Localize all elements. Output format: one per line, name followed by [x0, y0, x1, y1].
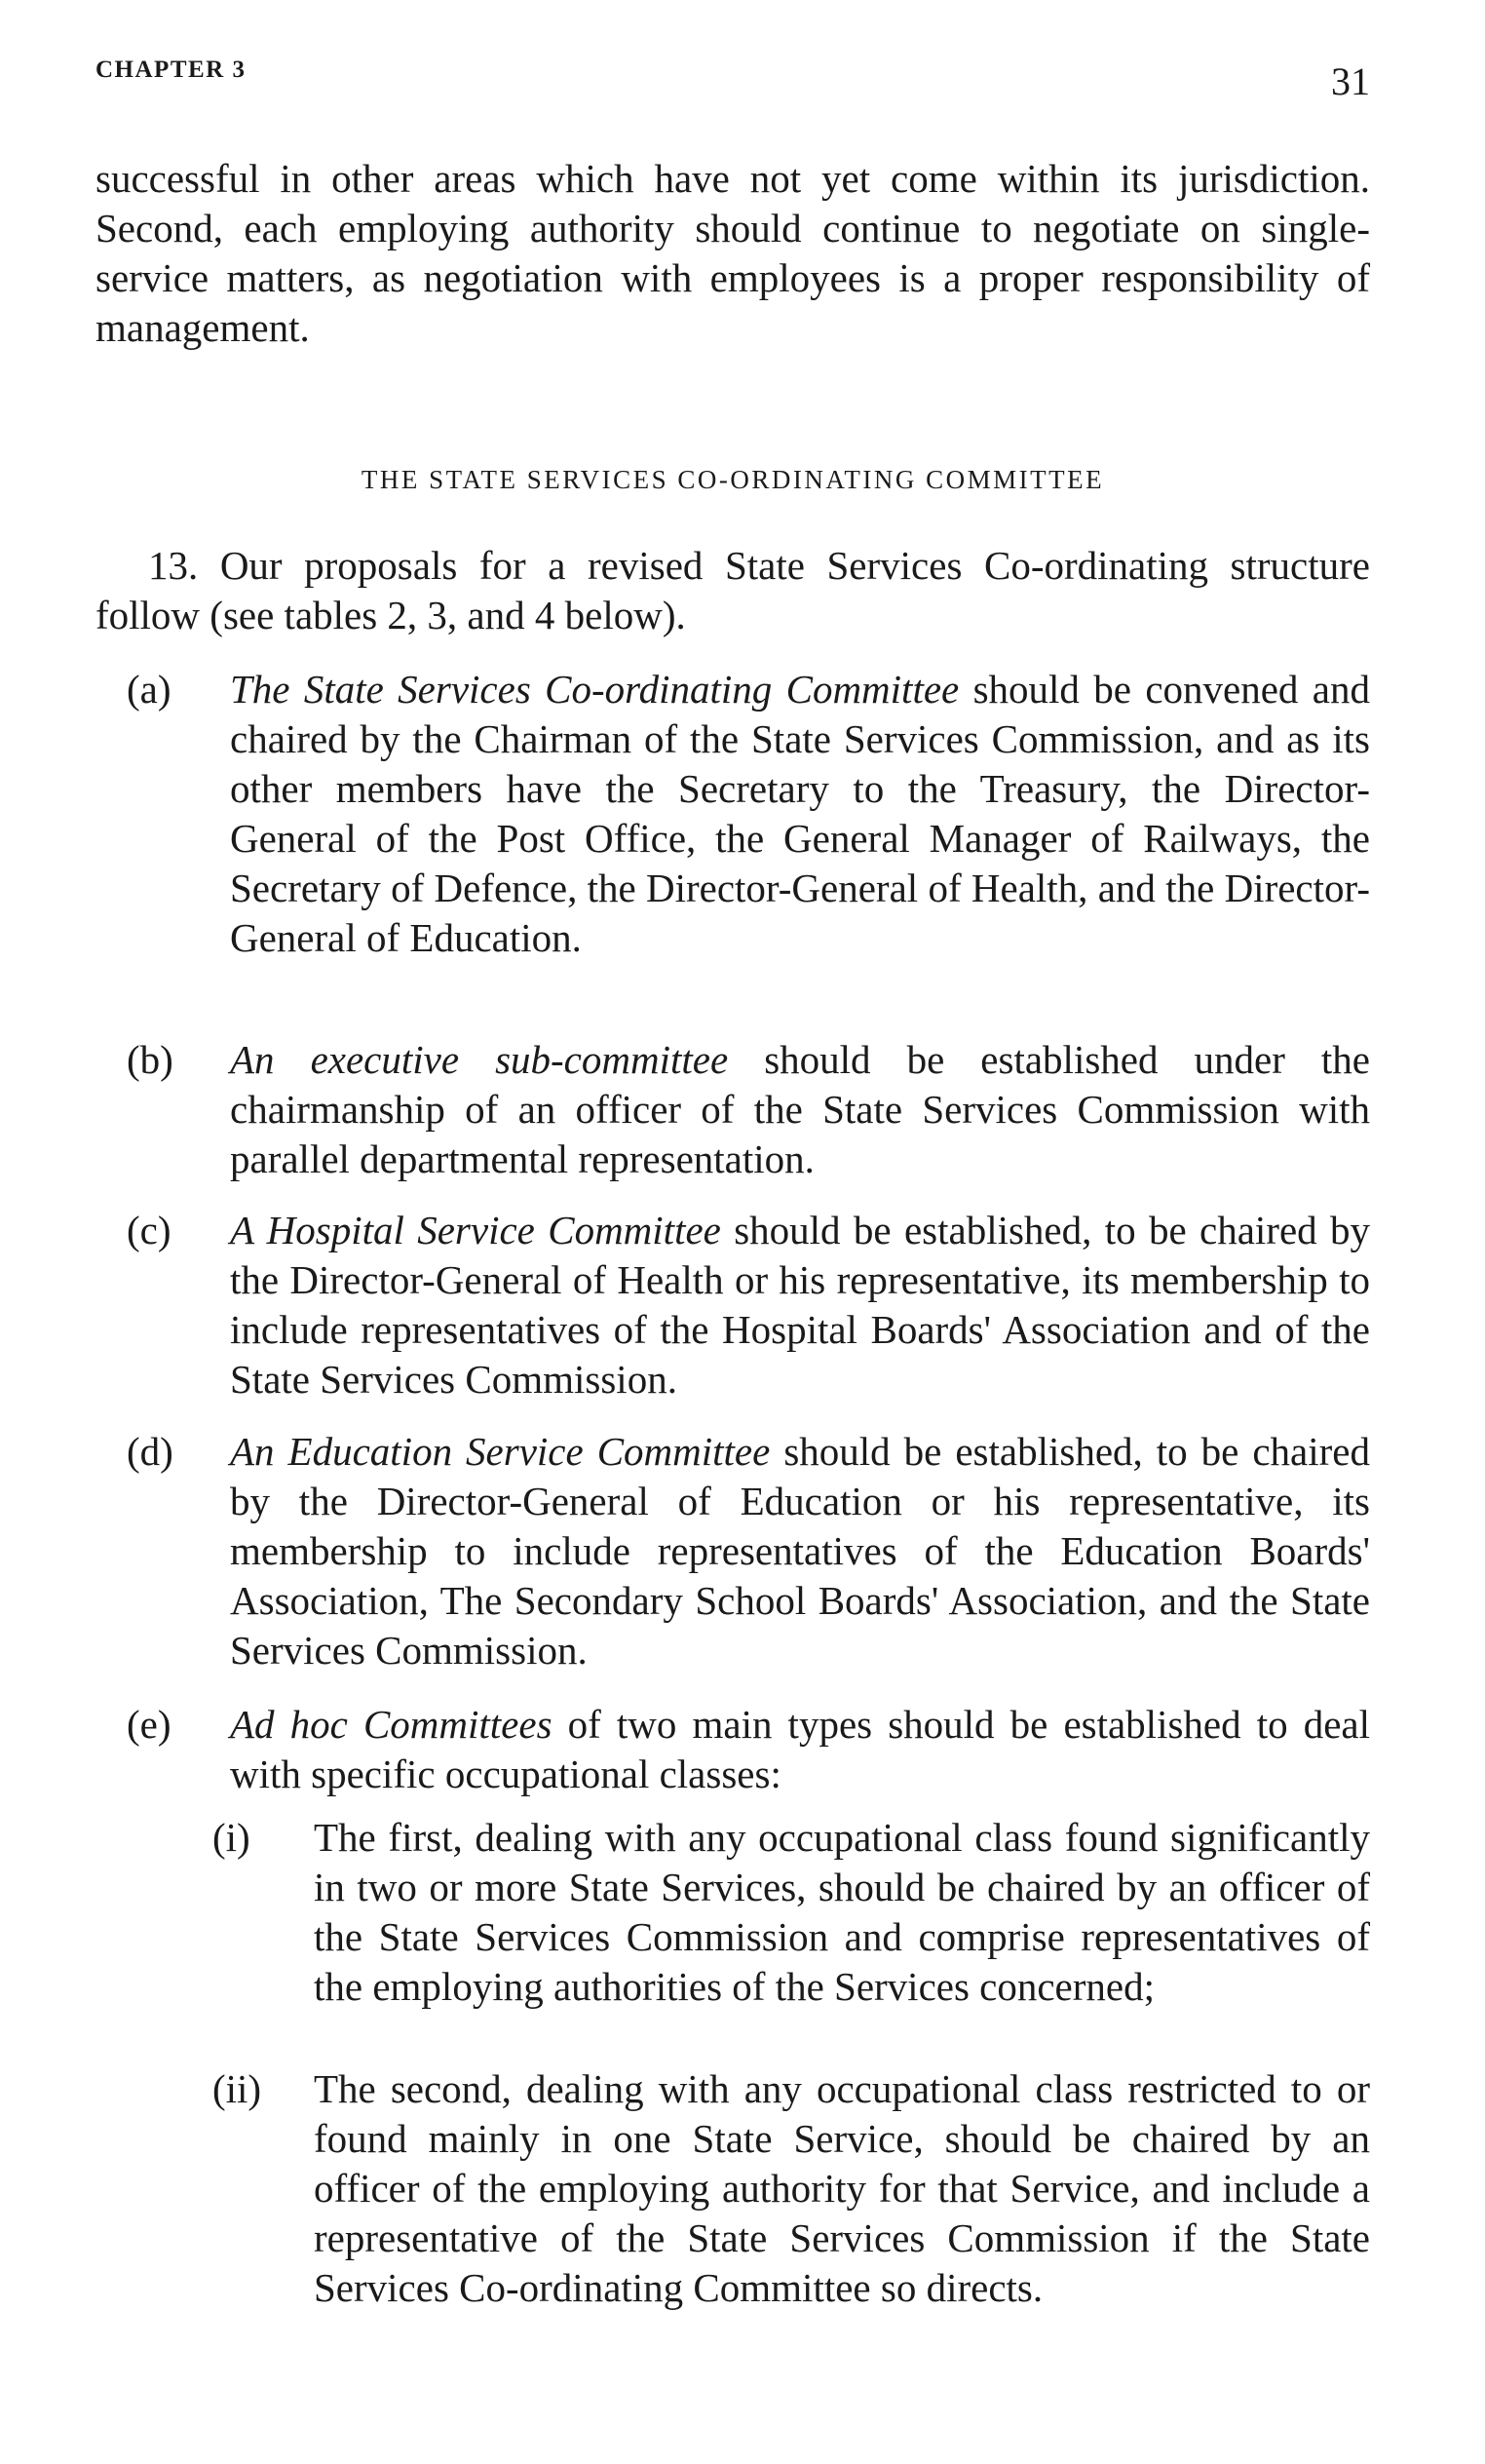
running-head: CHAPTER 3	[95, 57, 247, 83]
sub-list-marker: (i)	[212, 1815, 250, 1860]
list-marker: (c)	[127, 1208, 171, 1252]
list-item-text: should be convened and chaired by the Chairman of the State Services Commission, and as its other members have the Secretary to the Treasury, the Director-General of the Post Office, the General Manager of Railways, the Secretary of Defence, the Director-General of Health, and the Director-General of Education.	[230, 667, 1370, 960]
list-marker: (e)	[127, 1702, 171, 1747]
list-marker: (d)	[127, 1429, 173, 1474]
italic-term: The State Services Co-ordinating Committee	[230, 667, 960, 712]
sub-list-marker: (ii)	[212, 2066, 262, 2111]
list-item-text: should be established under the chairmanship of an officer of the State Services Commission with parallel departmental representation.	[230, 1037, 1370, 1181]
paragraph-13: 13. Our proposals for a revised State Services Co-ordinating structure follow (see tables 2, 3, and 4 below).	[95, 543, 1370, 637]
italic-term: An executive sub-committee	[230, 1037, 729, 1082]
list-item-c	[127, 1206, 1370, 1405]
italic-term: An Education Service Committee	[230, 1429, 771, 1474]
sub-item-text: The second, dealing with any occupational class restricted to or found mainly in one State Service, should be chaired by an officer of the employing authority for that Service, and include a representative of the State Services Commission if the State Services Co-ordinating Committee so directs.	[314, 2066, 1370, 2310]
italic-term: Ad hoc Committees	[230, 1702, 552, 1747]
sub-item-ii	[212, 2064, 1370, 2313]
list-item-body	[230, 665, 1370, 963]
list-item-d	[127, 1427, 1370, 1675]
sub-item-i	[212, 1813, 1370, 2012]
italic-term: A Hospital Service Committee	[230, 1208, 721, 1252]
sub-item-text: The first, dealing with any occupational class found significantly in two or more State Services, should be chaired by an officer of the State Services Commission and comprise representatives of the employing authorities of the Services concerned;	[314, 1815, 1370, 2009]
list-item-body	[230, 1427, 1370, 1675]
section-title: THE STATE SERVICES CO-ORDINATING COMMITTEE	[361, 465, 1105, 494]
list-item-body	[230, 1700, 1370, 1799]
list-item-a	[127, 665, 1370, 963]
list-item-text: should be established, to be chaired by the Director-General of Education or his representative, its membership to include representatives of the Education Boards' Association, The Secondary School Boards' Association, and the State Services Commission.	[230, 1429, 1370, 1673]
list-item-text: should be established, to be chaired by the Director-General of Health or his representative, its membership to include representatives of the Hospital Boards' Association and of the State Services Commission.	[230, 1208, 1370, 1402]
list-item-body	[230, 1206, 1370, 1405]
list-item-b	[127, 1035, 1370, 1184]
list-item-text: of two main types should be established to deal with specific occupational classes:	[230, 1702, 1370, 1796]
list-marker: (b)	[127, 1037, 173, 1082]
list-item-body	[230, 1035, 1370, 1184]
page-number: 31	[1331, 59, 1370, 103]
list-marker: (a)	[127, 667, 171, 712]
list-item-e	[127, 1700, 1370, 1799]
intro-paragraph: successful in other areas which have not yet come within its jurisdiction. Second, each employing authority should continue to negotiate on single-service matters, as negotiation with employees is a proper responsibility of management.	[95, 156, 1370, 350]
